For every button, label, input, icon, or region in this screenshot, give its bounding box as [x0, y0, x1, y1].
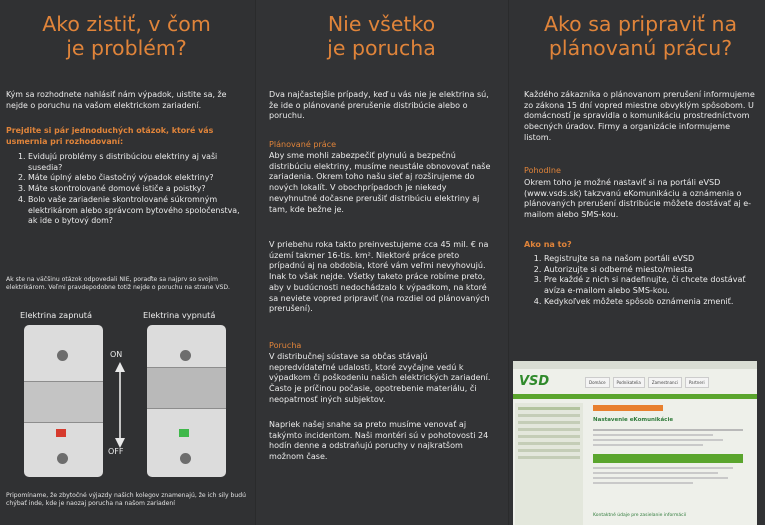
breaker-on-label: Elektrina zapnutá: [20, 310, 93, 320]
howto-heading: Ako na to?: [524, 240, 572, 249]
planned-paragraph-2: V priebehu roka takto preinvestujeme cca 45 mil. € na území takmer 16-tis. km². Niektoré práce preto prípadnú aj na obdobia, ktoré vám veľmi nevyhovujú. Inak to však nejde. Všetky taketo práce robíme preto, aby v budúcnosti nedochádzalo k výpadkom, na ktoré sa neviete vopred pripraviť (na rozdiel od plánovaných prerušení).: [269, 240, 490, 314]
green-band: [513, 394, 757, 399]
vsd-logo: VSD: [519, 374, 550, 389]
panel2-intro: Dva najčastejšie prípady, keď u vás nie je elektrina sú, že ide o plánované prerušenie distribúcie alebo o poruchu.: [269, 90, 489, 121]
screw-icon: [57, 453, 68, 464]
nav-item[interactable]: Podnikatelia: [613, 377, 645, 388]
nav-item[interactable]: Zamestnanci: [648, 377, 682, 388]
sub-heading: Kontaktné údaje pre zasielanie informácií: [593, 513, 687, 518]
planned-paragraph-1: Aby sme mohli zabezpečiť plynulú a bezpečnú distribúciu elektriny, musíme neustále obnovovať naše zariadenia. Okrem toho našu sieť aj rozširujeme do nových lokalít. V obochprípadoch je niekedy nevyhnutné dočasne prerušiť distribúciu elektriny aj tam, kde bežne je.: [269, 151, 491, 214]
advice-note: Ak ste na väčšinu otázok odpovedali NIE, poraďte sa najprv so svojím elektrikárom. Veľmi pravdepodobne totiž nejde o poruchu na strane VSD.: [6, 276, 230, 291]
step-item: 1. Registrujte sa na našom portáli eVSD: [544, 254, 757, 265]
nav-item[interactable]: Partneri: [685, 377, 709, 388]
nav-item[interactable]: Domáce: [585, 377, 610, 388]
step-item: 3. Pre každé z nich si nadefinujte, či chcete dostávať avíza e-mailom alebo SMS-kou.: [544, 275, 757, 296]
fault-paragraph-1: V distribučnej sústave sa občas stávajú nepredvídateľné udalosti, ktoré zvyčajne vedú k výpadkom či poškodeniu našich elektrických zariadení. Často je príčinou počasie, opotrebenie materiálu, či neopatrnosť iných subjektov.: [269, 352, 491, 404]
page-content: [593, 429, 743, 487]
panel-not-fault: [255, 0, 509, 525]
arrow-on-label: ON: [110, 350, 123, 359]
comfort-text: Okrem toho je možné nastaviť si na portáli eVSD (www.vsds.sk) takzvanú eKomunikáciu a oznámenia o plánovaných prerušení distribúcie môžete dostávať aj e-mailom alebo SMS-kou.: [524, 178, 752, 220]
steps-list: [524, 254, 757, 308]
screw-icon: [180, 453, 191, 464]
screw-icon: [180, 350, 191, 361]
site-sidebar: [515, 403, 583, 525]
question-item: 3. Máte skontrolované domové ističe a poistky?: [28, 184, 249, 195]
orange-tab: [593, 405, 663, 411]
page-heading: Nastavenie eKomunikácie: [593, 417, 674, 423]
reminder-note: Pripomíname, že zbytočné výjazdy našich kolegov znamenajú, že ich sily budú chýbať inde, kde je naozaj porucha na našom zariadení: [6, 492, 247, 507]
question-item: 2. Máte úplný alebo čiastočný výpadok elektriny?: [28, 173, 249, 184]
fault-paragraph-2: Napriek našej snahe sa preto musíme venovať aj takýmto incidentom. Naši montéri sú v pohotovosti 24 hodín denne a odstraňujú poruchy v najkratšom možnom čase.: [269, 420, 489, 462]
portal-screenshot: [513, 361, 757, 525]
panel-problem: [0, 0, 255, 525]
breaker-lever: [147, 367, 226, 409]
off-indicator-icon: [179, 429, 189, 437]
panel3-title: Ako sa pripraviť na plánovanú prácu?: [543, 12, 738, 60]
breaker-lever: [24, 381, 103, 423]
breaker-off-illustration: [147, 325, 226, 477]
panel1-intro: Kým sa rozhodnete nahlásiť nám výpadok, uistite sa, že nejde o poruchu na vašom elektrickom zariadení.: [6, 90, 227, 110]
question-item: 1. Evidujú problémy s distribúciou elektriny aj vaši susedia?: [28, 152, 249, 173]
breaker-off-label: Elektrina vypnutá: [143, 310, 216, 320]
question-item: 4. Bolo vaše zariadenie skontrolované súkromným elektrikárom alebo správcom bytového spoločenstva, ak ide o bytový dom?: [28, 195, 249, 227]
step-item: 2. Autorizujte si odberné miesto/miesta: [544, 265, 757, 276]
panel3-intro: Každého zákazníka o plánovanom prerušení informujeme zo zákona 15 dní vopred miestne obvyklým spôsobom. U domácností je spravidla o komunikáciu prostredníctvom obecných úradov. Firmy a organizácie informujeme listom.: [524, 90, 755, 142]
site-nav: [585, 377, 709, 388]
planned-heading: Plánované práce: [269, 140, 337, 149]
panel1-title: Ako zistiť, v čom je problém?: [42, 12, 211, 60]
arrow-off-label: OFF: [108, 447, 124, 456]
questions-heading: Prejdite si pár jednoduchých otázok, ktoré vás usmernia pri rozhodovaní:: [6, 126, 214, 146]
fault-heading: Porucha: [269, 341, 302, 350]
panel2-title: Nie všetko je porucha: [327, 12, 436, 60]
breaker-on-illustration: [24, 325, 103, 477]
on-indicator-icon: [56, 429, 66, 437]
screw-icon: [57, 350, 68, 361]
browser-bar: [513, 361, 757, 369]
questions-list: [6, 152, 249, 227]
step-item: 4. Kedykoľvek môžete spôsob oznámenia zmeniť.: [544, 297, 757, 308]
comfort-heading: Pohodlne: [524, 166, 561, 175]
